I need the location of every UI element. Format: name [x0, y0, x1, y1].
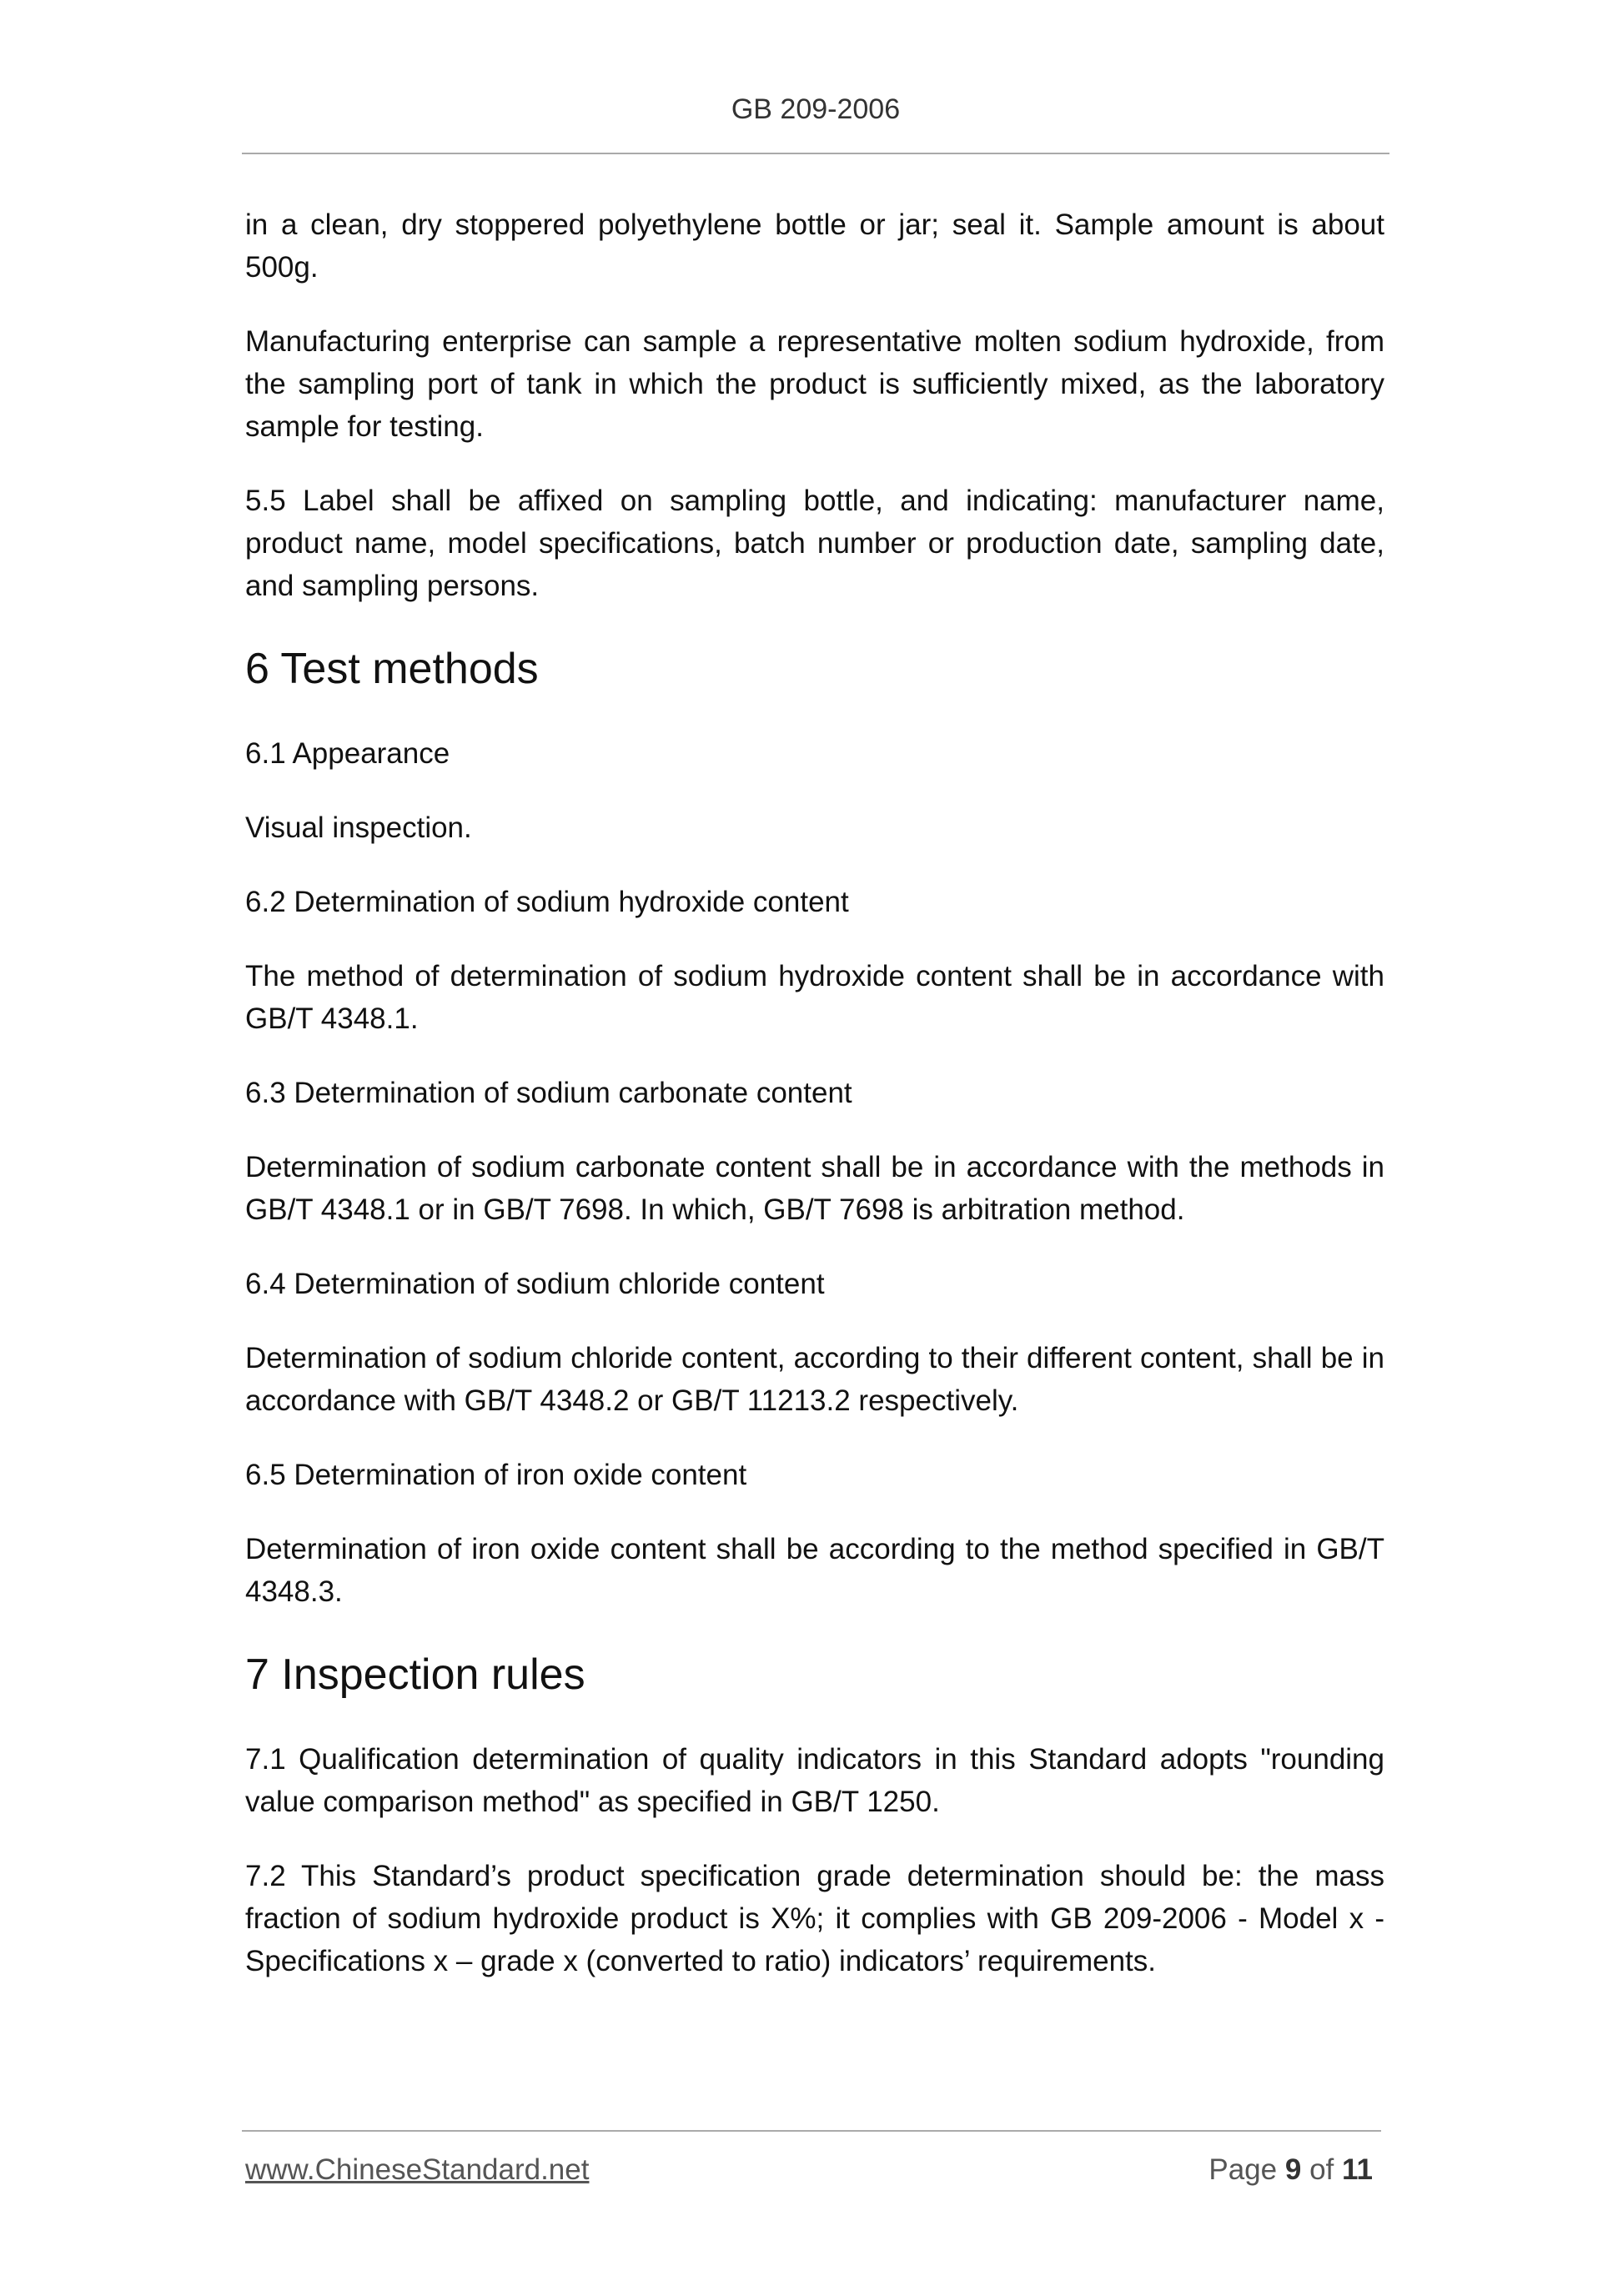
paragraph: 7.2 This Standard’s product specification grade determination should be: the mass fraction of sodium hydroxide product is X%; it complies with GB 209-2006 - Model x - Specifications x – grade x (converted to ratio) indicators’ requirements. — [245, 1860, 1384, 1977]
subsection-title: 6.5 Determination of iron oxide content — [245, 1459, 747, 1491]
subsection-title: 6.4 Determination of sodium chloride content — [245, 1268, 825, 1300]
page-number — [1208, 2153, 1373, 2187]
subsection-title: 6.2 Determination of sodium hydroxide content — [245, 886, 849, 918]
page-footer — [245, 2153, 1373, 2187]
paragraph: Visual inspection. — [245, 811, 472, 844]
paragraph: Determination of iron oxide content shall be according to the method specified in GB/T 4348.3. — [245, 1533, 1384, 1608]
paragraph: The method of determination of sodium hydroxide content shall be in accordance with GB/T 4348.1. — [245, 960, 1384, 1035]
document-body — [245, 203, 1384, 2014]
website-link[interactable]: www.ChineseStandard.net — [245, 2153, 590, 2186]
header-divider — [242, 153, 1389, 154]
paragraph: Manufacturing enterprise can sample a representative molten sodium hydroxide, from the sampling port of tank in which the product is sufficiently mixed, as the laboratory sample for testing. — [245, 325, 1384, 443]
paragraph: Determination of sodium chloride content, according to their different content, shall be in accordance with GB/T 4348.2 or GB/T 11213.2 respectively. — [245, 1342, 1384, 1417]
page-prefix: Page — [1208, 2153, 1278, 2186]
page-header-title: GB 209-2006 — [731, 93, 901, 125]
paragraph: Determination of sodium carbonate content shall be in accordance with the methods in GB/T 4348.1 or in GB/T 7698. In which, GB/T 7698 is arbitration method. — [245, 1151, 1384, 1226]
page-current: 9 — [1284, 2153, 1302, 2186]
section-heading-inspection-rules: 7 Inspection rules — [245, 1650, 585, 1699]
page-of: of — [1309, 2153, 1334, 2186]
paragraph: 7.1 Qualification determination of quality indicators in this Standard adopts "rounding value comparison method" as specified in GB/T 1250. — [245, 1743, 1384, 1818]
subsection-title: 6.1 Appearance — [245, 737, 450, 770]
subsection-title: 6.3 Determination of sodium carbonate content — [245, 1077, 852, 1109]
paragraph: 5.5 Label shall be affixed on sampling bottle, and indicating: manufacturer name, product name, model specifications, batch number or production date, sampling date, and sampling persons. — [245, 485, 1384, 602]
section-heading-test-methods: 6 Test methods — [245, 645, 539, 693]
footer-divider — [242, 2130, 1381, 2132]
paragraph: in a clean, dry stoppered polyethylene bottle or jar; seal it. Sample amount is about 500g. — [245, 208, 1384, 284]
page-total: 11 — [1342, 2153, 1373, 2186]
